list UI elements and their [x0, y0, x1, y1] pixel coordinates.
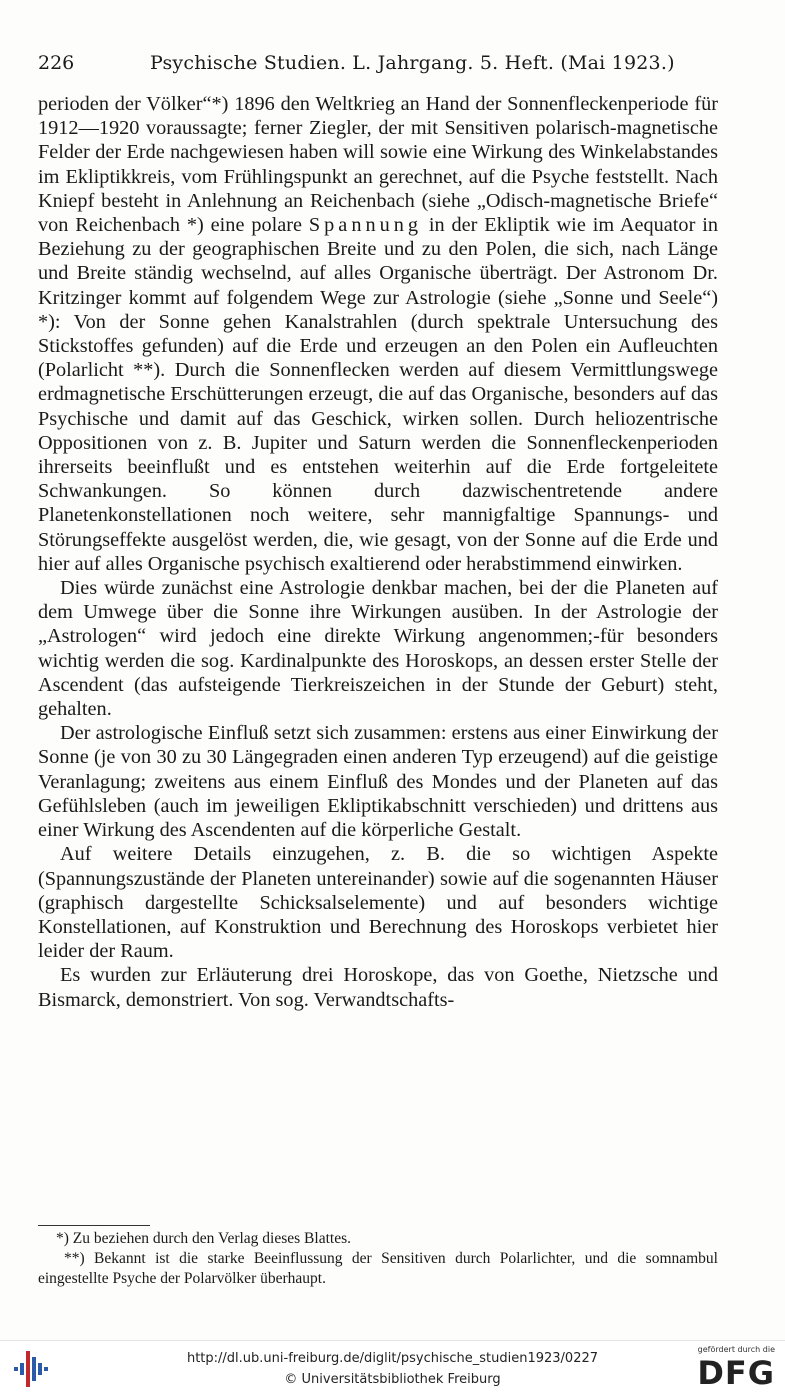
copyright-notice: © Universitätsbibliothek Freiburg: [284, 1372, 501, 1387]
footnote-1: *) Zu beziehen durch den Verlag dieses Blattes.: [56, 1230, 351, 1247]
page-header: [38, 52, 718, 82]
paragraph-1-part-b: in der Ekliptik wie im Aequator in Beziehung zu der geographischen Breite und zu den Polen, die sich, nach Länge und Breite ständig wechselnd, auf alles Organische überträgt. Der Astronom Dr. Kritzinger kommt auf folgendem Wege zur Astrologie (siehe „Sonne und Seele“) *): Von der Sonne gehen Kanalstrahlen (durch spektrale Untersuchung des Stickstoffes gefunden) auf die Erde und erzeugen an den Polen ein Aufleuchten (Polarlicht **). Durch die Sonnenflecken werden auf diesem Vermittlungswege erdmagnetische Erschütterungen erzeugt, die auf das Organische, besonders auf das Psychische und damit auf das Geschick, wirken sollen. Durch heliozentrische Oppositionen von z. B. Jupiter und Saturn werden die Sonnenfleckenperioden ihrerseits beeinflußt und es entstehen weiterhin auf die Erde fortgeleitete Schwankungen. So können durch dazwischentretende andere Planetenkonstellationen noch weitere, sehr mannigfaltige Spannungs- und Störungseffekte ausgelöst werden, die, wie gesagt, von der Sonne auf die Erde und hier auf alles Organische psychisch exaltierend oder herabstimmend einwirken.: [38, 214, 718, 575]
dfg-wordmark: DFG: [697, 1354, 775, 1392]
body-text: [38, 92, 718, 1012]
running-head: Psychische Studien. L. Jahrgang. 5. Heft. (Mai 1923.): [150, 52, 675, 74]
paragraph-1: [38, 92, 718, 576]
footnotes: [38, 1229, 718, 1289]
viewer-footer: [0, 1340, 785, 1396]
paragraph-4: Auf weitere Details einzugehen, z. B. die so wichtigen Aspekte (Spannungszustände der Planeten untereinander) sowie auf die sogenannten Häuser (graphisch dargestellte Schicksalselemente) und auf besonders wichtige Konstellationen, auf Konstruktion und Berechnung des Horoskops verbietet hier leider der Raum.: [38, 843, 718, 963]
footnote-2: **) Bekannt ist die starke Beeinflussung der Sensitiven durch Polarlichter, und die somnambul eingestellte Psyche der Polarvölker überhaupt.: [38, 1250, 718, 1287]
dfg-logo: [687, 1345, 775, 1393]
page-number: 226: [38, 52, 75, 74]
footnote-rule: [38, 1225, 150, 1226]
dfg-tagline: gefördert durch die: [697, 1345, 775, 1354]
paragraph-2: Dies würde zunächst eine Astrologie denkbar machen, bei der die Planeten auf dem Umwege über die Sonne ihre Wirkungen ausüben. In der Astrologie der „Astrologen“ wird jedoch eine direkte Wirkung angenommen;-für besonders wichtig werden die sog. Kardinalpunkte des Horoskops, an dessen erster Stelle der Ascendent (das aufsteigende Tierkreiszeichen in der Stunde der Geburt) steht, gehalten.: [38, 577, 718, 721]
paragraph-1-part-a: perioden der Völker“*) 1896 den Weltkrieg an Hand der Sonnenfleckenperiode für 1912—1920 voraussagte; ferner Ziegler, der mit Sensitiven polarisch-magnetische Felder der Erde nachgewiesen haben will sowie eine Wirkung des Winkelabstandes im Ekliptikkreis, vom Frühlingspunkt an gerechnet, auf die Psyche feststellt. Nach Kniepf besteht in Anlehnung an Reichenbach (siehe „Odisch-magnetische Briefe“ von Reichenbach *) eine polare: [38, 93, 718, 237]
digitization-url[interactable]: http://dl.ub.uni-freiburg.de/diglit/psychische_studien1923/0227: [186, 1351, 599, 1366]
paragraph-3: Der astrologische Einfluß setzt sich zusammen: erstens aus einer Einwirkung der Sonne (je von 30 zu 30 Längegraden einen anderen Typ erzeugend) auf die geistige Veranlagung; zweitens aus einem Einfluß des Mondes und der Planeten auf das Gefühlsleben (auch im jeweiligen Ekliptikabschnitt verschieden) und drittens aus einer Wirkung des Ascendenten auf die körperliche Gestalt.: [38, 722, 718, 842]
spaced-emphasis: Spannung: [308, 214, 423, 237]
paragraph-5: Es wurden zur Erläuterung drei Horoskope, das von Goethe, Nietzsche und Bismarck, demonstriert. Von sog. Verwandtschafts-: [38, 964, 718, 1011]
